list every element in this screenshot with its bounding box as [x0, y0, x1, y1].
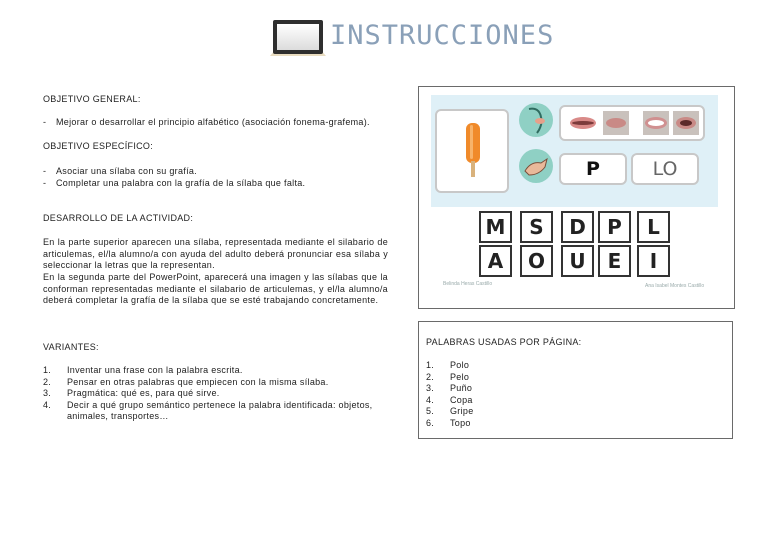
letter-tile: L: [637, 211, 670, 243]
list-item: - Completar una palabra con la grafía de la sílaba que falta.: [43, 177, 306, 188]
letter-tile: P: [598, 211, 631, 243]
variantes-list: [43, 365, 388, 423]
list-item: 3. Pragmática: qué es, para qué sirve.: [43, 388, 220, 398]
desarrollo-paragraph-2: En la segunda parte del PowerPoint, aparecerá una imagen y las sílabas que la conforman representadas mediante el silabario de articulemas, y el/la alumno/a deberá completar la grafía de la sílaba que se esté trabajando concretamente.: [43, 272, 388, 305]
objetivo-especifico-heading: OBJETIVO ESPECÍFICO:: [43, 141, 154, 151]
list-item: - Asociar una sílaba con su grafía.: [43, 166, 197, 176]
image-credit-left: Belinda Heras Castillo: [443, 281, 493, 287]
syllable-card-p: P: [559, 153, 627, 185]
letter-tile: S: [520, 211, 553, 243]
variantes-heading: VARIANTES:: [43, 342, 99, 352]
list-item: 4. Copa: [426, 394, 473, 405]
desarrollo-heading: DESARROLLO DE LA ACTIVIDAD:: [43, 213, 194, 223]
palabras-heading: PALABRAS USADAS POR PÁGINA:: [426, 337, 582, 347]
articulema-hand-icon: [519, 149, 553, 183]
objetivo-general-list: [43, 117, 403, 129]
list-item: 6. Topo: [426, 417, 471, 428]
palabras-list: [426, 360, 626, 429]
presentation-board-icon: [268, 16, 328, 62]
letter-tile: M: [479, 211, 512, 243]
letter-tile: D: [561, 211, 594, 243]
desarrollo-paragraph-1: En la parte superior aparecen una sílaba, representada mediante el silabario de articulemas, el/la alumno/a con ayuda del adulto deberá pronunciar esa sílaba y seleccionar la letras que la representan.: [43, 237, 388, 270]
objetivo-especifico-list: [43, 166, 403, 189]
image-credit-right: Ana Isabel Montes Castillo: [645, 283, 705, 289]
list-item: 2. Pelo: [426, 371, 470, 382]
letter-tile: O: [520, 245, 553, 277]
activity-preview-image: [418, 86, 735, 309]
letter-tile: U: [561, 245, 594, 277]
popsicle-icon: [437, 111, 507, 191]
syllable-card-lo: LO: [631, 153, 699, 185]
list-item: 1. Inventar una frase con la palabra escrita.: [43, 365, 243, 375]
letter-tile: I: [637, 245, 670, 277]
palabras-box: [418, 321, 733, 439]
objetivo-general-heading: OBJETIVO GENERAL:: [43, 94, 141, 104]
list-item: 5. Gripe: [426, 406, 474, 416]
list-item: 2. Pensar en otras palabras que empiecen con la misma sílaba.: [43, 376, 329, 387]
articulema-throat-icon: [519, 103, 553, 137]
letter-tile: E: [598, 245, 631, 277]
lips-card: [559, 105, 705, 141]
page-title: INSTRUCCIONES: [330, 20, 555, 51]
list-item: 3. Puño: [426, 383, 473, 393]
syllable-area: [431, 95, 718, 207]
list-item: 1. Polo: [426, 360, 470, 370]
picture-card: [435, 109, 509, 193]
list-item: - Mejorar o desarrollar el principio alfabético (asociación fonema-grafema).: [43, 117, 370, 127]
list-item: 4. Decir a qué grupo semántico pertenece la palabra identificada: objetos, animales, transportes…: [43, 399, 373, 421]
letter-tile: A: [479, 245, 512, 277]
